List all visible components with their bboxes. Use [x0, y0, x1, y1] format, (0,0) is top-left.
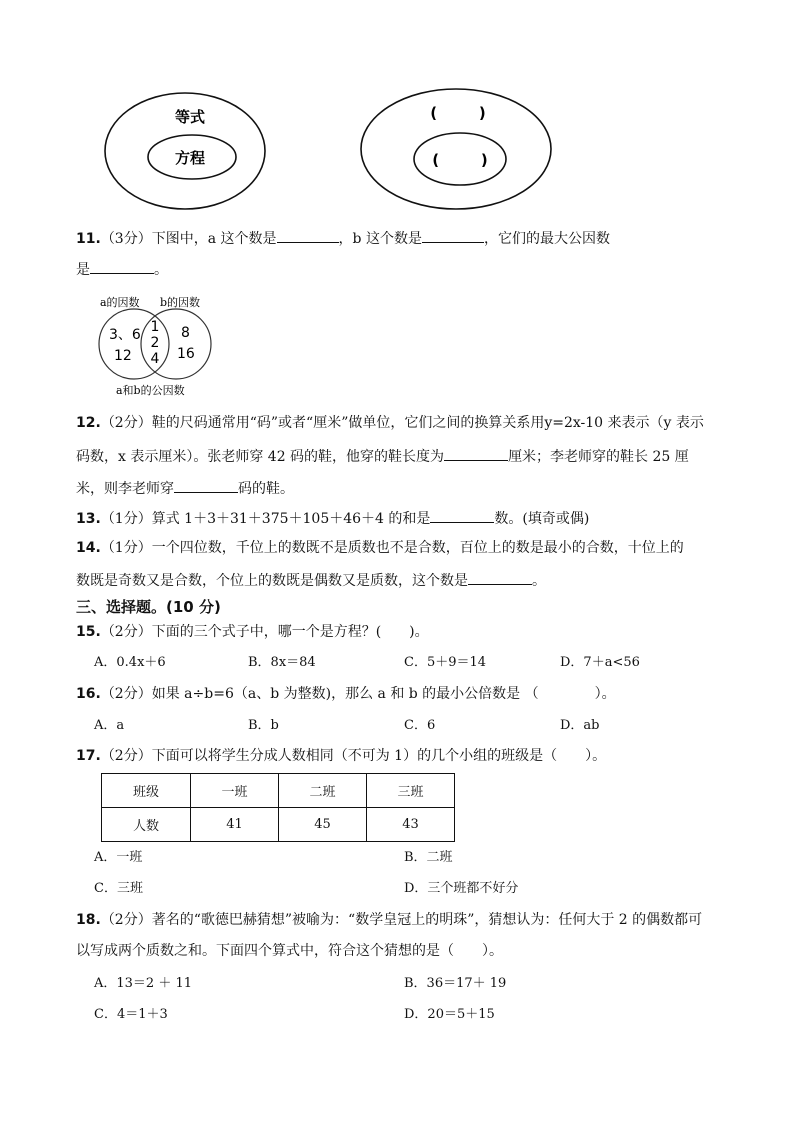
table-cell: 41: [191, 808, 279, 842]
outer-blank: ( ): [430, 104, 486, 122]
q14-line1: 14.（1分）一个四位数，千位上的数既不是质数也不是合数，百位上的数是最小的合数，十位上的: [76, 540, 684, 556]
q11-blank-b[interactable]: [422, 227, 484, 243]
q15-option-c[interactable]: C．5＋9＝14: [404, 655, 487, 670]
q16-option-a[interactable]: A．a: [94, 718, 125, 733]
venn-bottom-label: a和b的公因数: [116, 384, 185, 397]
q17-option-b[interactable]: B．二班: [404, 850, 453, 865]
venn-right-2: 16: [177, 346, 195, 362]
table-cell: 三班: [367, 774, 455, 808]
q14-line2: 数既是奇数又是合数，个位上的数既是偶数又是质数，这个数是 。: [76, 569, 546, 591]
q16-option-c[interactable]: C．6: [404, 718, 436, 733]
table-cell: 班级: [102, 774, 191, 808]
q12-line3: 米，则李老师穿 码的鞋。: [76, 477, 294, 499]
venn-left-1: 3、6: [109, 327, 141, 343]
q15-option-b[interactable]: B．8x＝84: [248, 655, 316, 670]
venn-mid-1: 1: [150, 319, 160, 335]
q12-line2: 码数，x 表示厘米）。张老师穿 42 码的鞋，他穿的鞋长度为 厘米；李老师穿的鞋长 25 厘: [76, 445, 689, 467]
class-size-table: [101, 773, 455, 842]
section-heading-3: 三、选择题。(10 分): [76, 598, 221, 616]
q17-option-a[interactable]: A．一班: [94, 850, 143, 865]
q15-option-d[interactable]: D．7＋a<56: [560, 655, 640, 670]
venn-right-1: 8: [181, 325, 190, 341]
q11-line2: 是 。: [76, 258, 168, 280]
outer-label: 等式: [174, 108, 206, 126]
venn-left-2: 12: [114, 348, 132, 364]
q17-option-d[interactable]: D．三个班都不好分: [404, 881, 519, 896]
q13-line: 13.（1分）算式 1＋3＋31＋375＋105＋46＋4 的和是 数。(填奇或偶): [76, 507, 589, 529]
q12-blank-b[interactable]: [174, 477, 238, 493]
q12-line1: 12.（2分）鞋的尺码通常用“码”或者“厘米”做单位，它们之间的换算关系用y=2x-10 来表示（y 表示: [76, 415, 704, 431]
q18-option-c[interactable]: C．4＝1＋3: [94, 1007, 168, 1022]
q18-option-d[interactable]: D．20＝5＋15: [404, 1007, 495, 1022]
table-cell: 43: [367, 808, 455, 842]
q15-option-a[interactable]: A．0.4x＋6: [94, 655, 166, 670]
table-cell: 二班: [279, 774, 367, 808]
table-cell: 一班: [191, 774, 279, 808]
venn-label-a: a的因数: [100, 296, 140, 309]
q18-line2: 以写成两个质数之和。下面四个算式中，符合这个猜想的是（ ）。: [76, 943, 503, 959]
q13-blank[interactable]: [430, 507, 494, 523]
q15-line: 15.（2分）下面的三个式子中，哪一个是方程？( )。: [76, 624, 429, 640]
q11-line1: 11.（3分）下图中，a 这个数是 ，b 这个数是 ，它们的最大公因数: [76, 227, 610, 249]
table-row: [102, 774, 455, 808]
q11-blank-a[interactable]: [277, 227, 339, 243]
q18-option-b[interactable]: B．36＝17＋ 19: [404, 976, 507, 991]
q16-option-d[interactable]: D．ab: [560, 718, 600, 733]
q11-blank-c[interactable]: [90, 258, 154, 274]
inner-label: 方程: [174, 149, 206, 167]
factor-venn-diagram: [92, 290, 222, 400]
inner-blank: ( ): [432, 151, 488, 169]
q12-blank-a[interactable]: [444, 445, 508, 461]
venn-mid-2: 2: [150, 335, 160, 351]
q18-line1: 18.（2分）著名的“歌德巴赫猜想”被喻为：“数学皇冠上的明珠”，猜想认为：任何大于 2 的偶数都可: [76, 912, 703, 928]
q18-option-a[interactable]: A．13＝2 ＋ 11: [94, 976, 193, 991]
venn-label-b: b的因数: [160, 296, 201, 309]
blank-set-diagram: [356, 85, 556, 213]
equation-set-diagram: [100, 88, 270, 214]
table-cell: 45: [279, 808, 367, 842]
venn-mid-3: 4: [150, 351, 160, 367]
q14-blank[interactable]: [468, 569, 532, 585]
table-row: [102, 808, 455, 842]
q17-line: 17.（2分）下面可以将学生分成人数相同（不可为 1）的几个小组的班级是（ ）。: [76, 748, 607, 764]
table-cell: 人数: [102, 808, 191, 842]
q16-option-b[interactable]: B．b: [248, 718, 279, 733]
q16-line: 16.（2分）如果 a÷b=6（a、b 为整数)，那么 a 和 b 的最小公倍数是 （ ）。: [76, 686, 616, 702]
q17-option-c[interactable]: C．三班: [94, 881, 143, 896]
